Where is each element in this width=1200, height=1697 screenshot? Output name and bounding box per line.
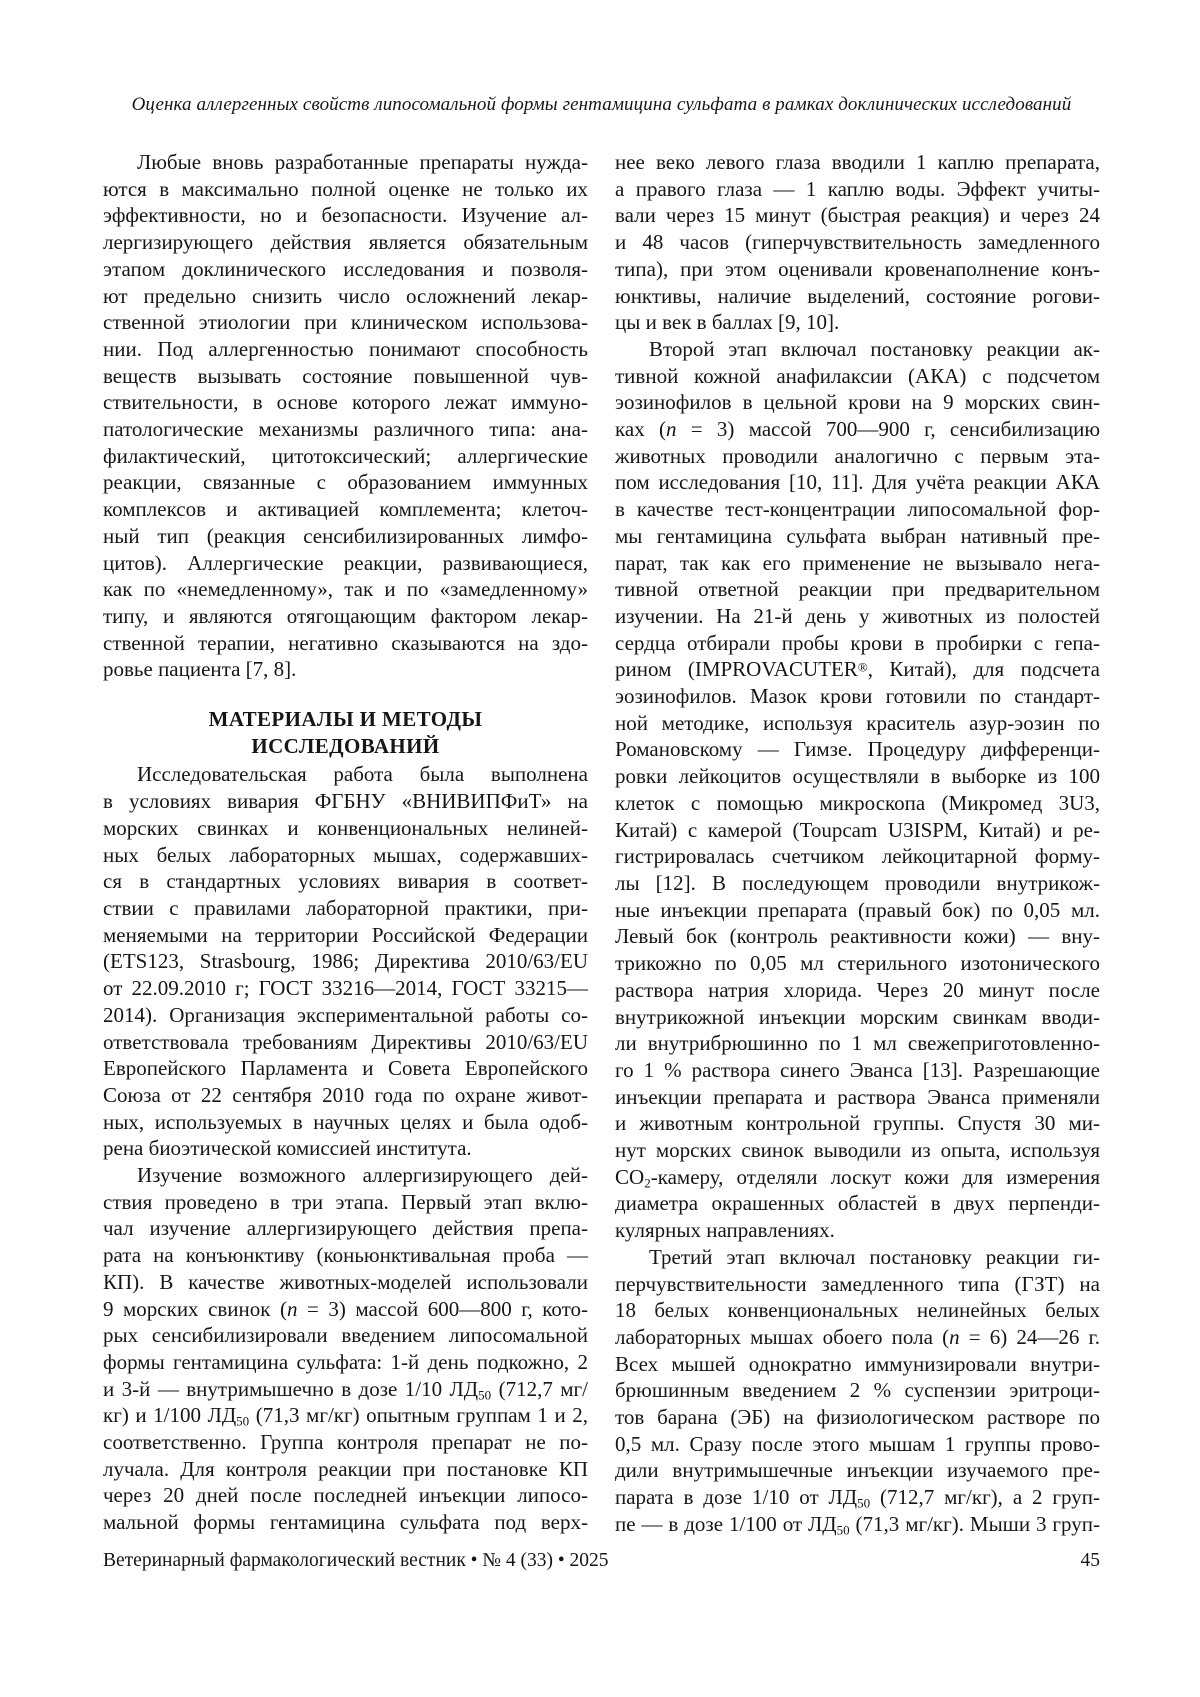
text-line: инъекции препарата и раствора Эванса применяли [615,1084,1100,1109]
text-line: нее веко левого глаза вводили 1 каплю препарата, [615,150,1100,174]
left-column [103,149,588,1538]
text-line: ли внутрибрюшинно по 1 мл свежеприготовленно- [615,1031,1100,1056]
text-line: а правого глаза — 1 каплю воды. Эффект учиты- [615,176,1100,201]
text-line: го 1 % раствора синего Эванса [13]. Разрешающие [615,1057,1100,1082]
text-line: лучала. Для контроля реакции при постановке КП [103,1456,588,1481]
text-line: реакции, связанные с образованием иммунных [103,470,588,495]
text-line: ных белых лабораторных мышах, содержавших- [103,842,588,867]
page-number: 45 [1080,1550,1100,1571]
text-line: меняемыми на территории Российской Федерации [103,922,588,947]
text-line: юнктивы, наличие выделений, состояние рогови- [615,283,1100,308]
text-line: Третий этап включал постановку реакции ги- [649,1244,1100,1269]
two-column-body [103,149,1100,1538]
text-line: вали через 15 минут (быстрая реакция) и через 24 [615,203,1100,228]
text-line: брюшинным введением 2 % суспензии эритроци- [615,1378,1100,1403]
text-line: через 20 дней после последней инъекции липосо- [103,1483,588,1508]
text-line: ных, используемых в научных целях и была одоб- [103,1109,588,1134]
text-line: мальной формы гентамицина сульфата под верх- [103,1510,588,1535]
text-line: Второй этап включал постановку реакции ак- [649,336,1100,361]
text-line: и животным контрольной группы. Спустя 30 ми- [615,1111,1100,1136]
text-line: дили внутримышечные инъекции изучаемого пре- [615,1458,1100,1483]
text-line: этапом доклинического исследования и позволя- [103,256,588,281]
text-line: рена биоэтической комиссией института. [103,1136,472,1161]
text-line: пом исследования [10, 11]. Для учёта реакции АКА [615,470,1100,495]
paragraph [615,149,1100,336]
text-line: соответственно. Группа контроля препарат не по- [103,1430,588,1455]
text-line: трикожно по 0,05 мл стерильного изотонического [615,951,1100,976]
text-line: ный тип (реакция сенсибилизированных лимфо- [103,523,588,548]
text-line: Союза от 22 сентября 2010 года по охране живот- [103,1082,588,1107]
text-line: в качестве тест-концентрации липосомальной фор- [615,497,1100,522]
paragraph [103,1162,588,1536]
text-line: гистрировалась счетчиком лейкоцитарной форму- [615,844,1100,869]
text-line: изучении. На 21-й день у животных из полостей [615,603,1100,628]
text-line: эозинофилов. Мазок крови готовили по стандарт- [615,684,1100,709]
text-line: Изучение возможного аллергизирующего дей- [137,1163,588,1188]
text-line: клеток с помощью микроскопа (Микромед 3U3, [615,790,1100,815]
text-line: ствительности, в основе которого лежат иммуно- [103,390,588,415]
text-line: филактический, цитотоксический; аллергические [103,443,588,468]
text-line: типу, и являются отягощающим фактором лекар- [103,603,588,628]
text-line: раствора натрия хлорида. Через 20 минут после [615,977,1100,1002]
text-line: внутрикожной инъекции морским свинкам вводи- [615,1004,1100,1029]
text-line: ственной этиологии при клиническом использова- [103,310,588,335]
text-line: Любые вновь разработанные препараты нужда- [137,150,588,174]
text-line: диаметра окрашенных областей в двух перпенди- [615,1191,1100,1216]
text-line: лы [12]. В последующем проводили внутрикож- [615,870,1100,895]
text-line: ствия проведено в три этапа. Первый этап вклю- [103,1189,588,1214]
text-line: парата в дозе 1/10 от $ЛД_{50}$ (712,7 мг/кг), а 2 груп- [615,1485,1100,1511]
text-line: кулярных направлениях. [615,1218,835,1243]
text-line: КП). В качестве животных-моделей использовали [103,1269,588,1294]
paragraph [103,149,588,683]
text-line: 18 белых конвенциональных нелинейных белых [615,1298,1100,1323]
text-line: кг) и 1/100 $ЛД_{50}$ (71,3 мг/кг) опытным группам 1 и 2, [103,1403,588,1429]
text-line: цы и век в баллах [9, 10]. [615,310,840,335]
text-line: Всех мышей однократно иммунизировали внутри- [615,1351,1100,1376]
text-line: тивной кожной анафилаксии (АКА) с подсчетом [615,363,1100,388]
text-line: перчувствительности замедленного типа (ГЗТ) на [615,1271,1100,1296]
text-line: ответствовала требованиям Директивы 2010/63/EU [103,1029,588,1054]
text-line: 2014). Организация экспериментальной работы со- [103,1002,588,1027]
text-line: мы гентамицина сульфата выбран нативный пре- [615,523,1100,548]
text-line: формы гентамицина сульфата: 1-й день подкожно, 2 [103,1349,588,1374]
text-line: сердца отбирали пробы крови в пробирки с гепа- [615,630,1100,655]
text-line: ровки лейкоцитов осуществляли в выборке из 100 [615,764,1100,789]
text-line: ются в максимально полной оценке не только их [103,176,588,201]
text-line: Исследовательская работа была выполнена [137,762,588,787]
page-footer [103,1550,1100,1572]
text-line: $СО_2$-камеру, отделяли лоскут кожи для измерения [615,1164,1100,1190]
text-line: нут морских свинок выводили из опыта, используя [615,1138,1100,1163]
paragraph [615,336,1100,1244]
text-line: лабораторных мышах обоего пола (n = 6) 24—26 г. [615,1324,1100,1349]
text-line: Романовскому — Гимзе. Процедуру дифференци- [615,737,1100,762]
text-line: ровье пациента [7, 8]. [103,657,297,682]
text-line: (ETS123, Strasbourg, 1986; Директива 2010/63/EU [103,949,588,974]
text-line: тивной ответной реакции при предварительном [615,577,1100,602]
text-line: 0,5 мл. Сразу после этого мышам 1 группы прово- [615,1431,1100,1456]
right-column [615,149,1100,1538]
text-line: Европейского Парламента и Совета Европейского [103,1056,588,1081]
text-line: и 3-й — внутримышечно в дозе 1/10 $ЛД_{50}$ (712,7 мг/ [103,1376,588,1402]
paragraph [103,761,588,1162]
text-line: ках (n = 3) массой 700—900 г, сенсибилизацию [615,417,1101,442]
text-line: рата на конъюнктиву (коньюнктивальная проба — [103,1243,588,1268]
heading-line: ИССЛЕДОВАНИЙ [251,733,440,758]
text-line: цитов). Аллергические реакции, развивающиеся, [103,550,588,575]
text-line: рых сенсибилизировали введением липосомальной [103,1323,588,1348]
text-line: ной методике, используя краситель азур-эозин по [615,710,1100,735]
text-line: патологические механизмы различного типа: ана- [103,417,588,442]
text-line: морских свинках и конвенциональных нелиней- [103,815,588,840]
text-line: Китай) с камерой (Toupcam U3ISPM, Китай) и ре- [615,817,1100,842]
text-line: ные инъекции препарата (правый бок) по 0,05 мл. [615,897,1100,922]
text-line: и 48 часов (гиперчувствительность замедленного [615,230,1100,255]
text-line: чал изучение аллергизирующего действия препа- [103,1216,588,1241]
section-heading [103,706,588,759]
text-line: животных проводили аналогично с первым эта- [615,443,1100,468]
text-line: ют предельно снизить число осложнений лекар- [103,283,588,308]
heading-line: МАТЕРИАЛЫ И МЕТОДЫ [208,707,483,732]
running-head: Оценка аллергенных свойств липосомальной формы гентамицина сульфата в рамках доклинических исследований [131,94,1072,115]
text-line: ся в стандартных условиях вивария в соответ- [103,869,588,894]
text-line: ствии с правилами лабораторной практики, при- [103,895,588,920]
text-line: 9 морских свинок (n = 3) массой 600—800 г, кото- [103,1296,588,1321]
text-line: парат, так как его применение не вызывало нега- [615,550,1100,575]
text-line: в условиях вивария ФГБНУ «ВНИВИПФиТ» на [103,789,588,814]
text-line: как по «немедленному», так и по «замедленному» [103,577,588,602]
text-line: тов барана (ЭБ) на физиологическом растворе по [615,1405,1100,1430]
text-line: ственной терапии, негативно сказываются на здо- [103,630,588,655]
text-line: от 22.09.2010 г; ГОСТ 33216—2014, ГОСТ 33215— [103,976,588,1001]
journal-title: Ветеринарный фармакологический вестник • № 4 (33) • 2025 [103,1550,609,1571]
text-line: лергизирующего действия является обязательным [103,230,588,255]
text-line: пе — в дозе 1/100 от $ЛД_{50}$ (71,3 мг/кг). Мыши 3 груп- [615,1511,1100,1538]
text-line: типа), при этом оценивали кровенаполнение конъ- [615,256,1100,281]
text-line: нии. Под аллергенностью понимают способность [103,336,588,361]
text-line: эозинофилов в цельной крови на 9 морских свин- [615,390,1100,415]
text-line: рином (IMPROVACUTER®, Китай), для подсчета [615,657,1100,682]
text-line: Левый бок (контроль реактивности кожи) — вну- [615,924,1100,949]
text-line: эффективности, но и безопасности. Изучение ал- [103,203,588,228]
text-line: веществ вызывать состояние повышенной чув- [103,363,588,388]
text-line: комплексов и активацией комплемента; клеточ- [103,497,588,522]
paragraph [615,1244,1100,1538]
